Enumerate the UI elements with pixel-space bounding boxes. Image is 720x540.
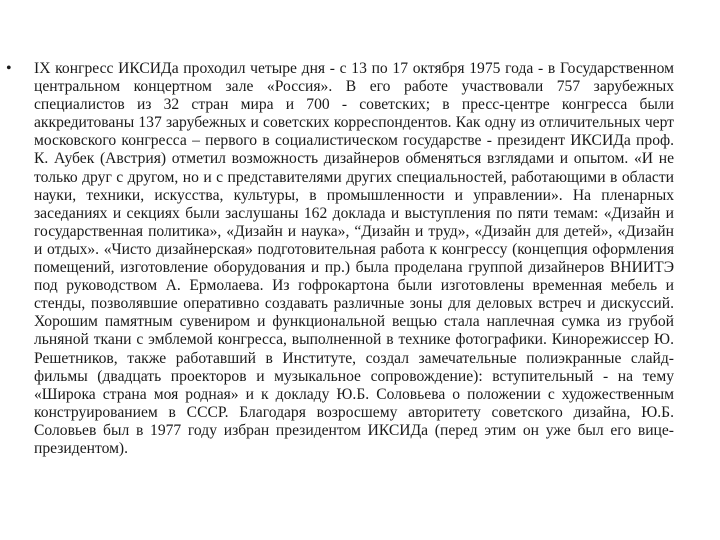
body-paragraph: IX конгресс ИКСИДа проходил четыре дня - с 13 по 17 октября 1975 года - в Государственном центральном концертном зале «Россия». В его работе участвовали 757 зарубежных специалистов из 32 стран мира и 700 - советских; в пресс-центре конгресса были аккредитованы 137 зарубежных и советских корреспондентов. Как одну из отличительных черт московского конгресса – первого в социалистическом государстве - президент ИКСИДа проф. К. Аубек (Австрия) отметил возможность дизайнеров обменяться взглядами и опытом. «И не только друг с другом, но и с представителями других специальностей, работающими в области науки, техники, искусства, культуры, в промышленности и управлении». На пленарных заседаниях и секциях были заслушаны 162 доклада и выступления по пяти темам: «Дизайн и государственная политика», «Дизайн и наука», “Дизайн и труд», «Дизайн для детей», «Дизайн и отдых». «Чисто дизайнерская» подготовительная работа к конгрессу (концепция оформления помещений, изготовление оборудования и пр.) была проделана группой дизайнеров ВНИИТЭ под руководством А. Ермолаева. Из гофрокартона были изготовлены временная мебель и стенды, позволявшие оперативно создавать различные зоны для деловых встреч и дискуссий. Хорошим памятным сувениром и функциональной вещью стала наплечная сумка из грубой льняной ткани с эмблемой конгресса, выполненной в технике фотографики. Кинорежиссер Ю. Решетников, также работавший в Институте, создал замечательные полиэкранные слайд-фильмы (двадцать проекторов и музыкальное сопровождение): вступительный - на тему «Широка страна моя родная» и к докладу Ю.Б. Соловьева о положении с художественным конструированием в СССР. Благодаря возросшему авторитету советского дизайна, Ю.Б. Соловьев был в 1977 году избран президентом ИКСИДа (перед этим он уже был его вице-президентом). — [34, 60, 674, 457]
bullet-marker: • — [6, 60, 12, 77]
